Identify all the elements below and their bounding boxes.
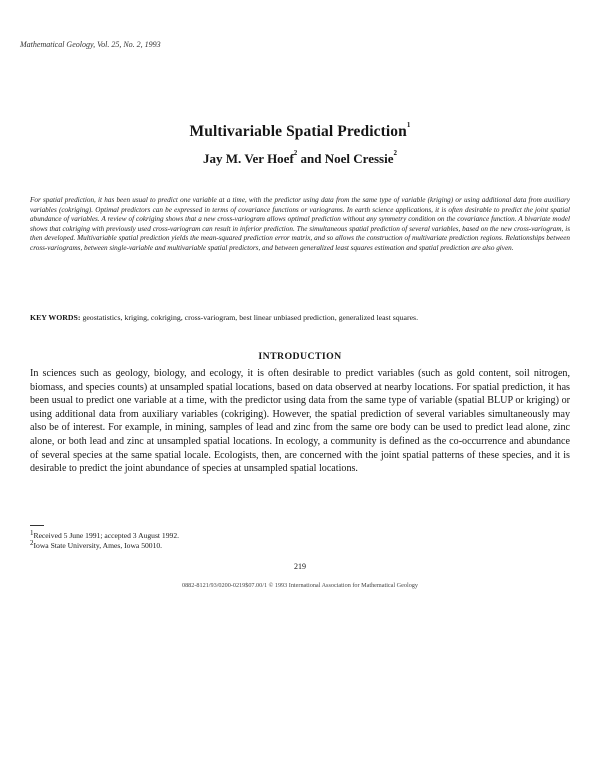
footnote-text: Received 5 June 1991; accepted 3 August 1992. xyxy=(33,531,180,540)
title-text: Multivariable Spatial Prediction xyxy=(189,123,407,140)
copyright-line: 0882-8121/93/0200-0219$07.00/1 © 1993 International Association for Mathematical Geology xyxy=(181,582,418,589)
running-head: Mathematical Geology, Vol. 25, No. 2, 1993 xyxy=(20,40,161,49)
author-footnote-marker: 2 xyxy=(393,149,397,157)
footnote-divider xyxy=(30,525,44,526)
article-title xyxy=(0,123,600,141)
keywords-label: KEY WORDS: xyxy=(30,313,81,322)
title-footnote-marker: 1 xyxy=(406,121,411,129)
footnote xyxy=(30,531,570,541)
introduction-heading: INTRODUCTION xyxy=(258,351,342,362)
introduction-paragraph: In sciences such as geology, biology, and ecology, it is often desirable to predict variables (such as gold content, soil nitrogen, biomass, and species counts) at unsampled spatial locations, based on data observed at nearby locations. For spatial prediction, it has been usual to predict one variable at a time, with the predictor using data from the same type of variable (spatial BLUP or kriging) or using additional data from auxiliary variables (cokriging). However, the spatial prediction of several variables simultaneously may also be of interest. For example, in mining, samples of lead and zinc from the same ore body can be used to predict lead alone, zinc alone, or both lead and zinc at unsampled spatial locations. In ecology, a community is defined as the co-occurrence and abundance of several species at the same spatial locale. Ecologists, then, are concerned with the joint spatial patterns of these species, and it is desirable to predict the joint abundance of species at unsampled spatial locations. xyxy=(30,368,570,475)
abstract: For spatial prediction, it has been usual to predict one variable at a time, with the predictor using data from the same type of variable (kriging) or using additional data from auxiliary variables (cokriging). Optimal predictors can be expressed in terms of covariance functions or variograms. In earth science applications, it is often desirable to predict the joint spatial abundance of variables. A review of cokriging shows that a new cross-variogram allows optimal prediction without any symmetry condition on the covariance function. A bivariate model shows that cokriging with previously used cross-variogram can result in inferior prediction. The simultaneous spatial prediction of several variables, based on the new cross-variogram, is then developed. Multivariable spatial prediction yields the mean-squared prediction error matrix, and so allows the construction of multivariate prediction regions. Relationships between cross-variograms, between single-variable and multivariable spatial predictors, and between generalized least squares estimation and spatial prediction are also given. xyxy=(30,196,570,252)
author-name: Jay M. Ver Hoef xyxy=(203,151,294,166)
author-footnote-marker: 2 xyxy=(293,149,298,157)
footnote xyxy=(30,541,570,551)
page-number: 219 xyxy=(294,562,306,571)
author-separator: and xyxy=(297,151,325,166)
author-line xyxy=(0,151,600,167)
keywords xyxy=(30,313,570,323)
footnote-marker: 1 xyxy=(30,529,34,537)
keywords-text: geostatistics, kriging, cokriging, cross-variogram, best linear unbiased prediction, generalized least squares. xyxy=(82,313,419,322)
footnotes xyxy=(30,531,570,551)
footnote-marker: 2 xyxy=(30,539,34,547)
footnote-text: Iowa State University, Ames, Iowa 50010. xyxy=(33,541,163,550)
author-name: Noel Cressie xyxy=(324,151,394,166)
